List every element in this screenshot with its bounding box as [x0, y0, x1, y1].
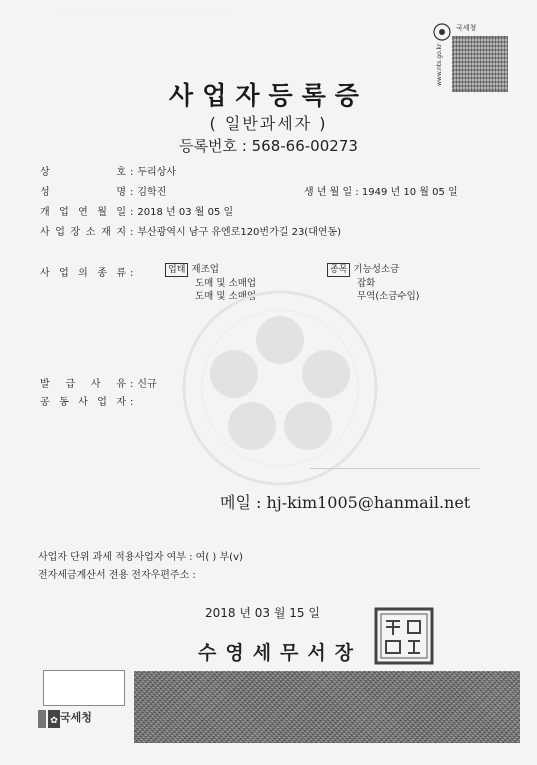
einvoice-email-line: 전자세금계산서 전용 전자우편주소 : — [38, 570, 196, 581]
open-date-label: 개 업 연 월 일 — [40, 207, 126, 218]
birth-date-value: 1949 년 10 월 05 일 — [361, 187, 458, 198]
address-value: 부산광역시 남구 유엔로120번가길 23(대연동) — [137, 227, 342, 238]
birth-date-label: 생 년 월 일 — [304, 187, 353, 198]
registration-number-line: 등록번호 : 568-66-00273 — [179, 137, 358, 155]
nts-logo-icon — [432, 22, 452, 42]
business-type-item: 제조업 — [191, 264, 219, 275]
qr-url-label: www.nts.go.kr — [436, 43, 443, 86]
nts-emblem-watermark-icon — [180, 288, 380, 488]
official-seal-stamp — [374, 607, 434, 665]
registration-number-label: 등록번호 — [179, 137, 238, 155]
trade-name-label: 상 호 — [40, 167, 126, 178]
trade-name-value: 두리상사 — [137, 167, 177, 178]
owner-name-value: 김학진 — [137, 187, 167, 198]
business-item: 무역(소금수입) — [357, 291, 420, 302]
trade-name-row: 상 호 : 두리상사 — [40, 163, 176, 178]
footer-brand-label: 국세청 — [60, 711, 92, 724]
qr-brand-label: 국세청 — [456, 24, 477, 32]
birth-date-row: 생 년 월 일 : 1949 년 10 월 05 일 — [304, 187, 458, 198]
owner-name-row: 성 명 : 김학진 — [40, 183, 166, 198]
business-type-tag: 업태 — [165, 263, 188, 277]
issue-reason-row: 발 급 사 유 : 신규 — [40, 375, 157, 390]
business-type-row: 사 업 의 종 류 : — [40, 264, 137, 279]
svg-text:✿: ✿ — [50, 716, 58, 726]
business-type-item: 도매 및 소매업 — [195, 278, 257, 289]
registration-number-value: 568-66-00273 — [251, 137, 358, 155]
business-type-item: 도매 및 소매업 — [195, 291, 257, 302]
issue-reason-value: 신규 — [137, 379, 157, 390]
business-item: 기능성소금 — [353, 264, 400, 275]
tax-office-name: 수영세무서장 — [198, 642, 363, 664]
email-line: 메일 : hj-kim1005@hanmail.net — [220, 493, 471, 512]
joint-business-row: 공 동 사 업 자 : — [40, 393, 137, 408]
issue-date: 2018 년 03 월 15 일 — [205, 606, 320, 620]
tax-unit-line: 사업자 단위 과세 적용사업자 여부 : 여( ) 부(v) — [38, 552, 243, 563]
background-watermark-text: · · · · · · · · · · · · · · · · · · · · · · · · · · · · · · — [60, 10, 229, 20]
document-subtitle: ( 일반과세자 ) — [209, 114, 328, 133]
owner-name-label: 성 명 — [40, 187, 126, 198]
address-label: 사 업 장 소 재 지 — [40, 227, 126, 238]
business-type-label: 사 업 의 종 류 — [40, 268, 126, 279]
business-item-tag: 종목 — [327, 263, 350, 277]
issue-reason-label: 발 급 사 유 — [40, 379, 126, 390]
business-item: 잡화 — [357, 278, 376, 289]
divider — [310, 468, 480, 469]
open-date-value: 2018 년 03 월 05 일 — [137, 207, 234, 218]
document-title: 사업자등록증 — [169, 81, 368, 110]
open-date-row: 개 업 연 월 일 : 2018 년 03 월 05 일 — [40, 203, 233, 218]
blank-stamp-box — [43, 670, 125, 706]
address-row: 사 업 장 소 재 지 : 부산광역시 남구 유엔로120번가길 23(대연동) — [40, 223, 341, 238]
joint-business-label: 공 동 사 업 자 — [40, 397, 126, 408]
security-pattern-area — [134, 671, 520, 743]
